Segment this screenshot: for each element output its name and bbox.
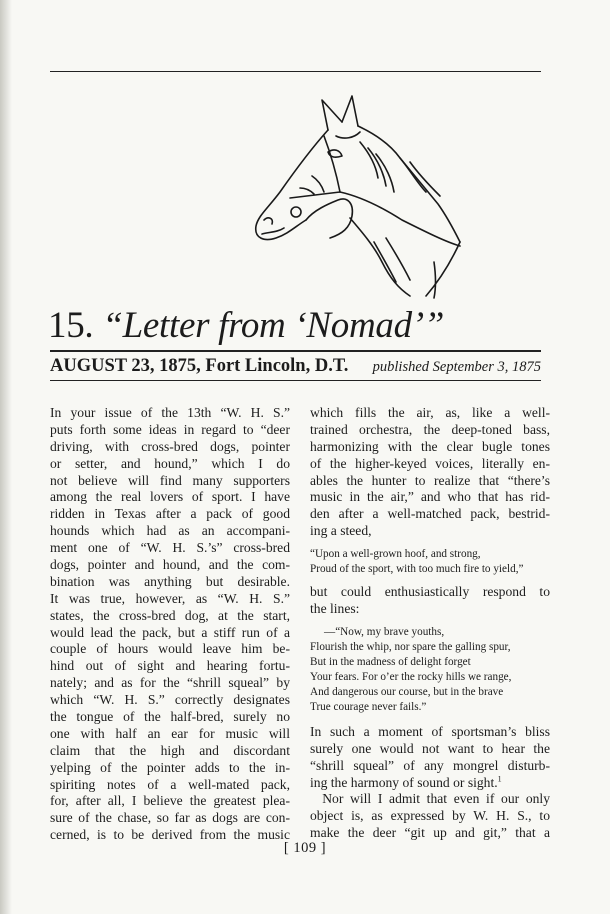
header-rule [50,71,541,72]
text-line: sure of the chase, so far as dogs are con- [50,810,290,826]
text-line: trained orchestra, the deep-toned bass, [310,421,550,437]
dateline [50,352,541,380]
text-line: spiriting notes of a well-mated pack, [50,776,290,792]
verse-line: Flourish the whip, nor spare the galling spur, [310,640,511,653]
text-line: would lead the pack, but a stiff run of a [50,624,290,640]
text-line: couple of hours would leave him be- [50,641,290,657]
verse-line: “Upon a well-grown hoof, and strong, [310,548,481,561]
text-line: In your issue of the 13th “W. H. S.” [50,405,290,420]
text-line: driving, with cross-bred dogs, pointer [50,438,290,454]
chapter-title-text: “Letter from ‘Nomad’” [102,305,445,346]
verse-line: True courage never fails.” [310,700,427,713]
text-line: bination was anything but desirable. [50,573,290,589]
text-line: yelping of the pointer adds to the in- [50,759,290,775]
text-line: hind out of sight and hearing fortu- [50,658,290,674]
verse-line: Proud of the sport, with too much fire to yield,” [310,563,524,576]
chapter-number: 15. [48,305,94,346]
footnote-marker: 1 [497,774,502,784]
text-line: ment one of “W. H. S.’s” cross-bred [50,540,290,556]
text-line: “shrill squeal” of any mongrel disturb- [310,757,550,773]
text-line: the tongue of the half-bred, surely no [50,709,290,725]
text-line [310,775,550,792]
verse-quote-1 [310,547,550,577]
text-line: In such a moment of sportsman’s bliss [310,723,550,739]
dateline-date-place: AUGUST 23, 1875, Fort Lincoln, D.T. [50,356,349,376]
text-line: of the higher-keyed voices, literally en- [310,455,550,471]
text-line: which fills the air, as, like a well- [310,405,550,420]
text-line: It was true, however, as “W. H. S.” [50,590,290,606]
chapter-title [48,304,548,348]
verse-line: And dangerous our course, but in the brave [310,685,504,698]
dateline-published: published September 3, 1875 [372,359,541,375]
right-column [310,405,550,842]
text-line: object is, as expressed by W. H. S., to [310,808,550,824]
text-line: claim that the high and discordant [50,742,290,758]
text-line: but could enthusiastically respond to [310,584,550,600]
text-line: dogs, pointer and hound, and the com- [50,557,290,573]
text-line: ables the hunter to realize that “there’s [310,472,550,488]
verse-quote-2 [310,625,550,715]
text-line: puts forth some ideas in regard to “deer [50,421,290,437]
text-line: make the deer “git up and git,” that a [310,825,550,841]
verse-line: Your fears. For o’er the rocky hills we range, [310,670,512,683]
page-edge-shadow [0,0,12,914]
dateline-rule [50,380,541,381]
text-line: harmonizing with the clear bugle tones [310,438,550,454]
text-line: cerned, is to be derived from the music [50,827,290,843]
text-line-content: ing the harmony of sound or sight. [310,774,498,790]
text-line: music in the air,” and who that has rid- [310,489,550,505]
text-line: not believe will find many supporters [50,472,290,488]
text-line: surely one would not want to hear the [310,740,550,756]
text-line: the lines: [310,601,360,617]
text-line: for, after all, I believe the greatest plea- [50,793,290,809]
page-number: [ 109 ] [283,840,327,856]
horse-head-icon [250,92,465,302]
text-line: or setter, and hound,” which I do [50,455,290,471]
text-line: states, the cross-bred dog, at the start, [50,607,290,623]
text-line: ridden in Texas after a pack of good [50,506,290,522]
left-column [50,405,290,844]
verse-line: —“Now, my brave youths, [324,625,445,638]
text-line: nately; and as for the “shrill squeal” by [50,675,290,691]
text-line: den after a well-matched pack, bestrid- [310,506,550,522]
text-line: one with half an ear for music will [50,725,290,741]
text-line: Nor will I admit that even if our only [322,791,550,807]
text-line: ing a steed, [310,523,372,539]
text-line: among the real lovers of sport. I have [50,489,290,505]
text-line: hounds which had as an accompani- [50,523,290,539]
text-line: which “W. H. S.” correctly designates [50,692,290,708]
verse-line: But in the madness of delight forget [310,655,471,668]
